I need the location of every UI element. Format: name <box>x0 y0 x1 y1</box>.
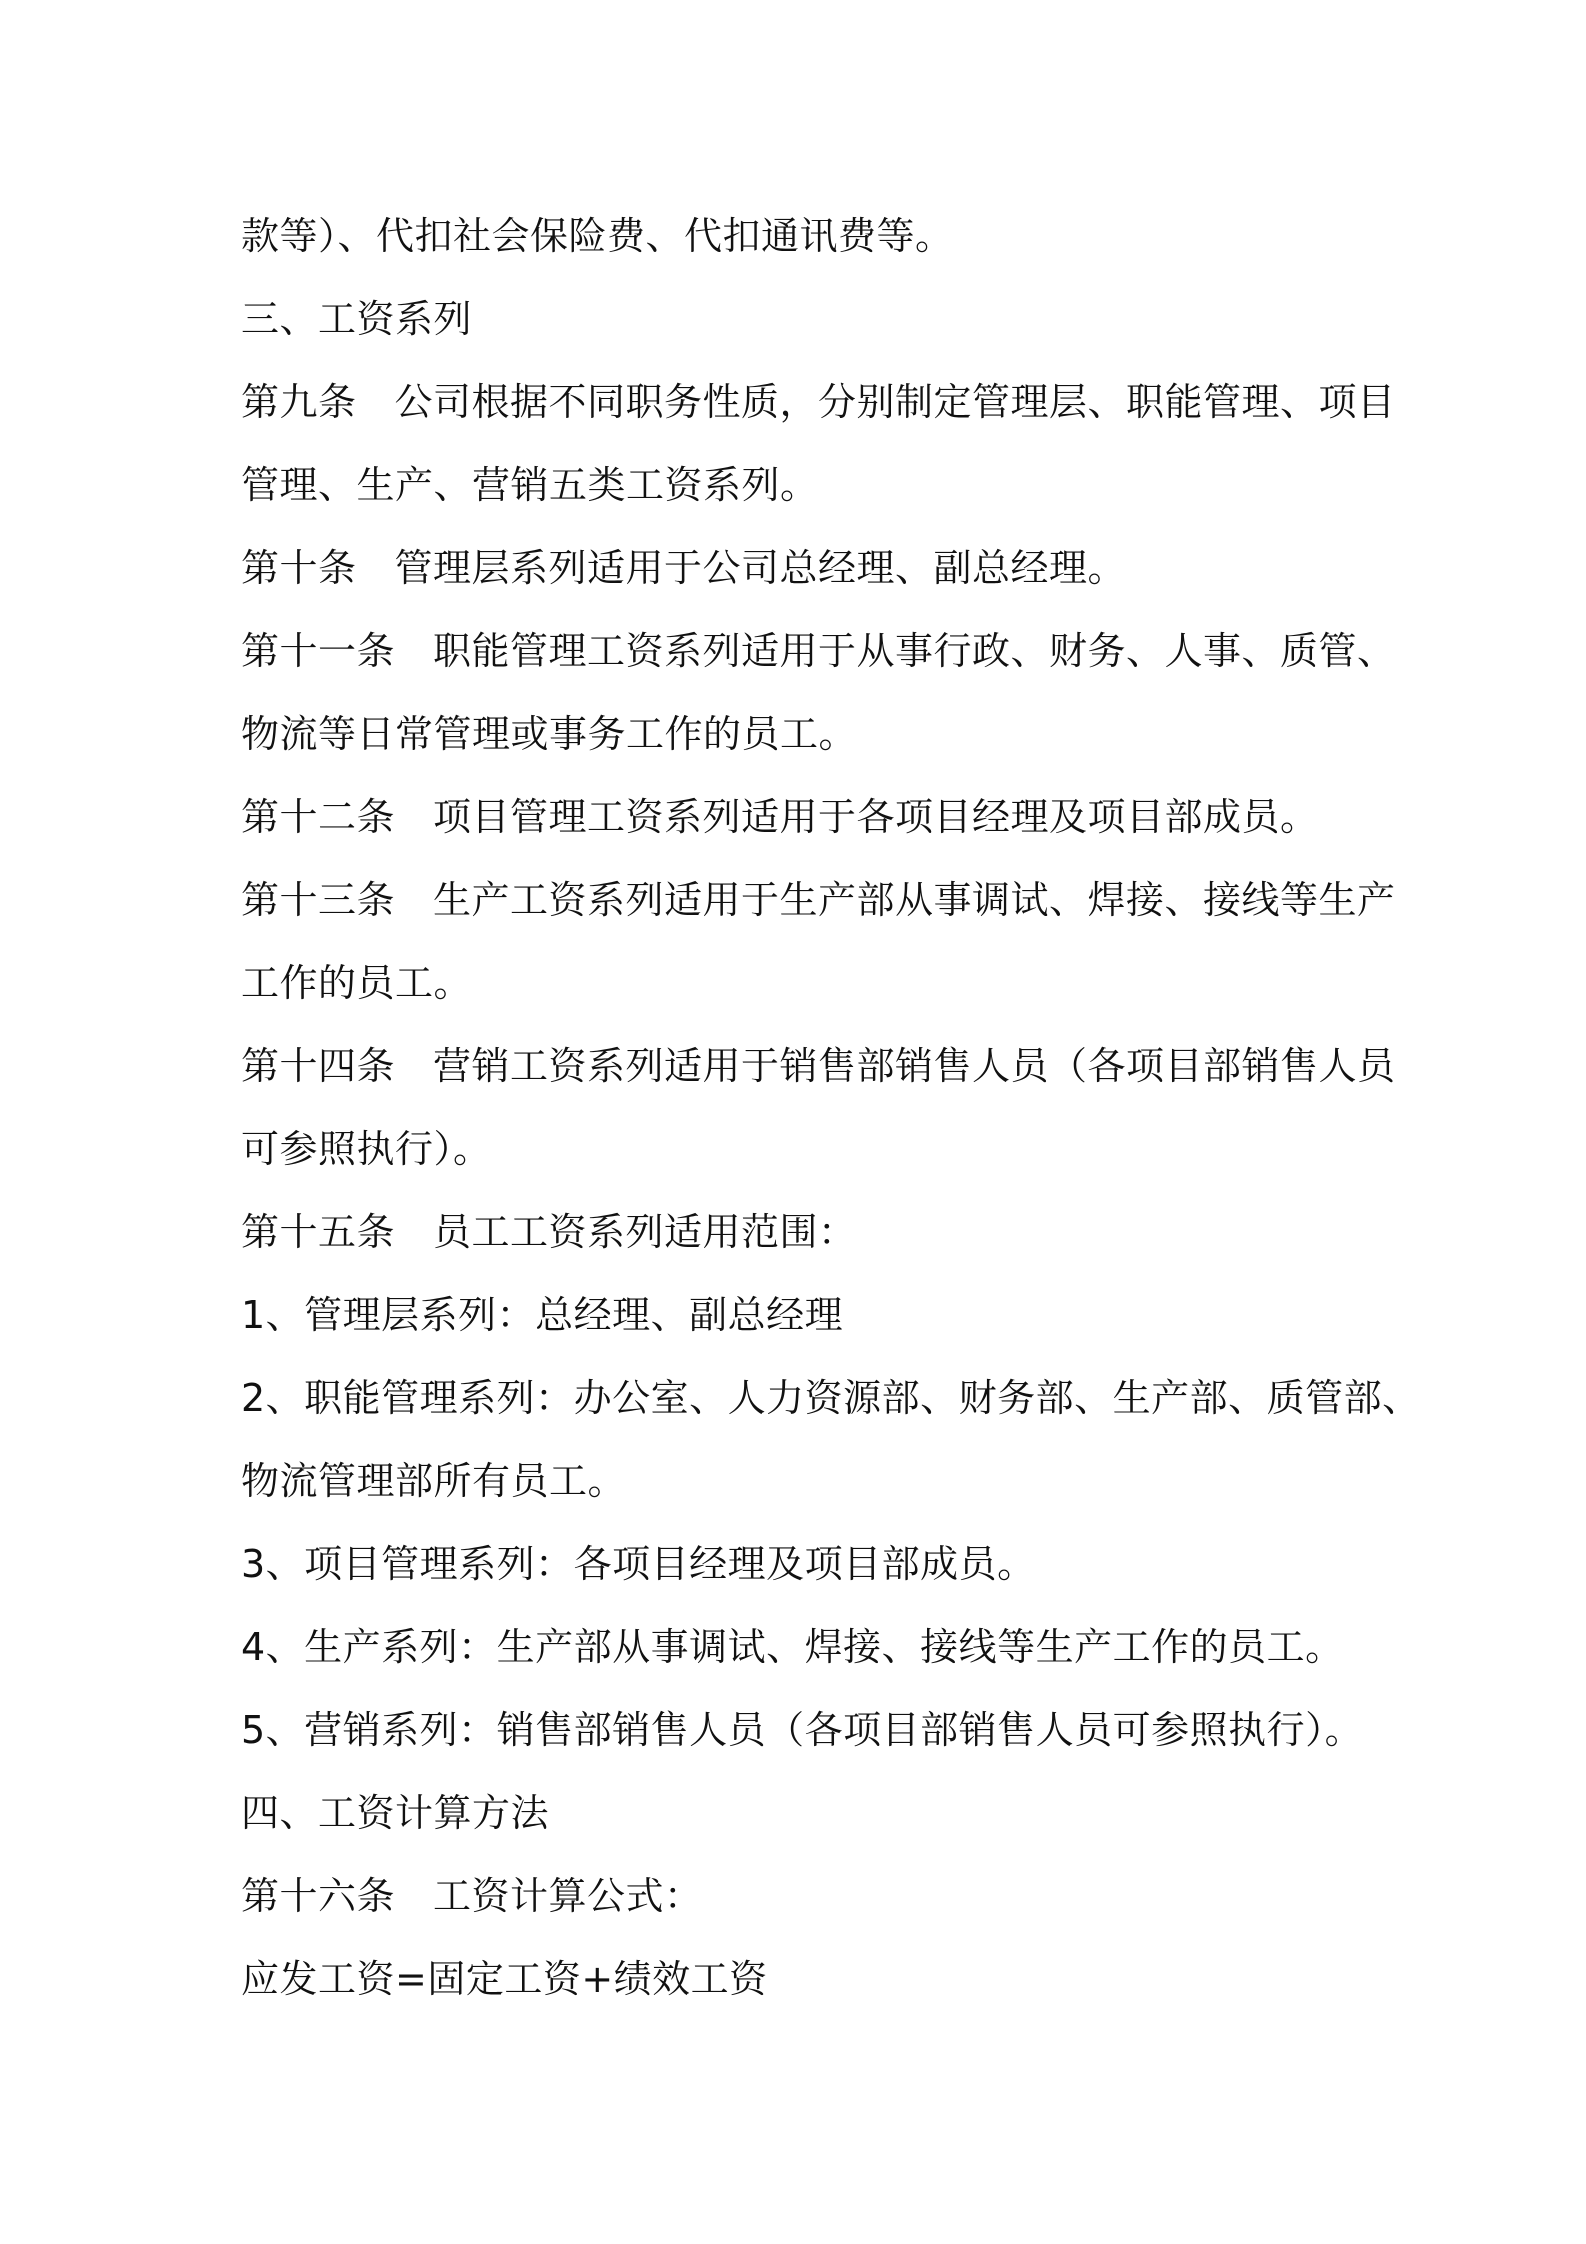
article-number: 第十一条 <box>241 629 396 673</box>
list-item <box>241 1606 1371 1689</box>
article-line <box>241 527 1371 610</box>
line-text: 公司根据不同职务性质，分别制定管理层、职能管理、项目 <box>394 380 1396 424</box>
line-text: 员工工资系列适用范围： <box>433 1210 857 1254</box>
line-text: 营销工资系列适用于销售部销售人员（各项目部销售人员 <box>433 1044 1396 1088</box>
line-text: 款等）、代扣社会保险费、代扣通讯费等。 <box>241 214 954 258</box>
line-text: 管理层系列适用于公司总经理、副总经理。 <box>394 546 1127 590</box>
section-heading <box>241 1772 1371 1855</box>
line-text: 工作的员工。 <box>241 961 473 1005</box>
line-text: 物流等日常管理或事务工作的员工。 <box>241 712 858 756</box>
list-item-text: 4、生产系列：生产部从事调试、焊接、接线等生产工作的员工。 <box>241 1625 1344 1669</box>
list-item-text: 2、职能管理系列：办公室、人力资源部、财务部、生产部、质管部、 <box>241 1376 1421 1420</box>
article-line <box>241 1191 1371 1274</box>
list-item <box>241 1357 1421 1440</box>
formula-line <box>241 1938 1371 2021</box>
paragraph-line <box>241 942 1371 1025</box>
article-line <box>241 859 1396 942</box>
list-item-text: 5、营销系列：销售部销售人员（各项目部销售人员可参照执行）。 <box>241 1708 1364 1752</box>
line-text: 管理、生产、营销五类工资系列。 <box>241 463 819 507</box>
article-line <box>241 776 1371 859</box>
article-line <box>241 361 1396 444</box>
line-text: 项目管理工资系列适用于各项目经理及项目部成员。 <box>433 795 1319 839</box>
article-number: 第十三条 <box>241 878 396 922</box>
article-number: 第十二条 <box>241 795 396 839</box>
paragraph-line <box>241 1440 1371 1523</box>
article-number: 第九条 <box>241 380 357 424</box>
list-item-text: 1、管理层系列：总经理、副总经理 <box>241 1293 844 1337</box>
paragraph-line <box>241 1108 1371 1191</box>
article-line <box>241 610 1396 693</box>
line-text: 物流管理部所有员工。 <box>241 1459 627 1503</box>
document-body <box>241 195 1421 2021</box>
article-number: 第十五条 <box>241 1210 396 1254</box>
list-item <box>241 1274 1371 1357</box>
list-item <box>241 1689 1371 1772</box>
formula-text: 应发工资=固定工资+绩效工资 <box>241 1957 768 2001</box>
article-number: 第十条 <box>241 546 357 590</box>
line-text: 工资计算公式： <box>433 1874 703 1918</box>
line-text: 可参照执行）。 <box>241 1127 492 1171</box>
section-heading <box>241 278 1371 361</box>
line-text: 生产工资系列适用于生产部从事调试、焊接、接线等生产 <box>433 878 1396 922</box>
article-line <box>241 1855 1371 1938</box>
list-item-text: 3、项目管理系列：各项目经理及项目部成员。 <box>241 1542 1036 1586</box>
paragraph-line <box>241 444 1371 527</box>
line-text: 职能管理工资系列适用于从事行政、财务、人事、质管、 <box>433 629 1396 673</box>
article-number: 第十四条 <box>241 1044 396 1088</box>
article-line <box>241 1025 1396 1108</box>
paragraph-line <box>241 693 1371 776</box>
section-heading-text: 四、工资计算方法 <box>241 1791 550 1835</box>
article-number: 第十六条 <box>241 1874 396 1918</box>
section-heading-text: 三、工资系列 <box>241 297 473 341</box>
list-item <box>241 1523 1371 1606</box>
paragraph-line <box>241 195 1371 278</box>
